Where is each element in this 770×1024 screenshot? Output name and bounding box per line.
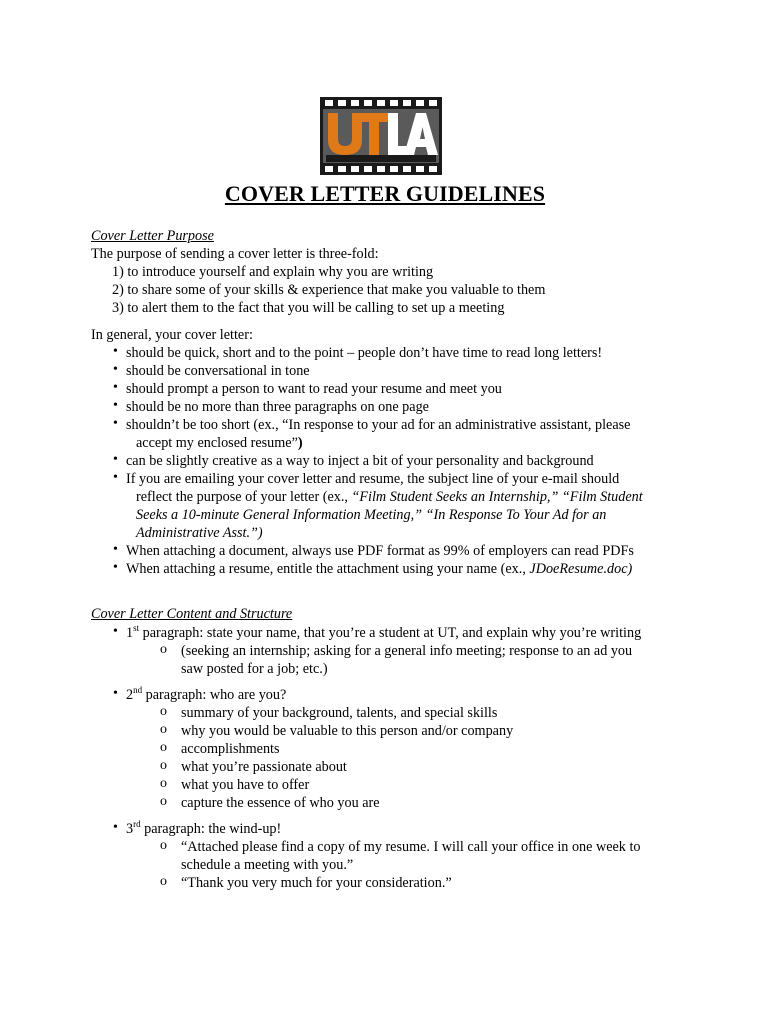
paragraph-3-sub-2: “Thank you very much for your consideration.”: [181, 875, 452, 891]
paragraph-1-ordinal: st: [133, 623, 140, 633]
bullet: •: [113, 362, 118, 377]
paragraph-2-ordinal: nd: [133, 685, 143, 695]
general-bullet-6: can be slightly creative as a way to inject a bit of your personality and background: [126, 453, 594, 469]
bullet-9-text: When attaching a resume, entitle the attachment using your name (ex.,: [126, 561, 530, 577]
purpose-item-1: 1) to introduce yourself and explain why you are writing: [112, 264, 434, 280]
bullet: •: [113, 344, 118, 359]
sub-bullet: o: [160, 722, 167, 737]
sub-bullet: o: [160, 874, 167, 889]
bullet: •: [113, 380, 118, 395]
page-title: COVER LETTER GUIDELINES: [224, 181, 546, 206]
paragraph-2-line: [126, 686, 286, 704]
paragraph-3-sub-1-line-2: schedule a meeting with you.”: [181, 857, 354, 873]
purpose-intro: The purpose of sending a cover letter is three-fold:: [91, 246, 379, 262]
general-bullet-5-line-2: [136, 434, 303, 452]
general-bullet-5-line-1: shouldn’t be too short (ex., “In response to your ad for an administrative assistant, please: [126, 417, 631, 433]
sub-bullet: o: [160, 776, 167, 791]
purpose-item-3: 3) to alert them to the fact that you will be calling to set up a meeting: [112, 300, 505, 316]
paragraph-2-text: paragraph: who are you?: [142, 687, 287, 703]
bullet: •: [113, 542, 118, 557]
bullet: •: [113, 452, 118, 467]
sub-bullet: o: [160, 642, 167, 657]
utla-logo: [320, 97, 442, 175]
bullet: •: [113, 416, 118, 431]
bullet-5-quote: accept my enclosed resume”: [136, 435, 298, 451]
paragraph-2-sub-1: summary of your background, talents, and special skills: [181, 705, 498, 721]
bullet-9-example: JDoeResume.doc): [529, 561, 633, 577]
paragraph-1-text: paragraph: state your name, that you’re a student at UT, and explain why you’re writing: [139, 625, 642, 641]
sub-bullet: o: [160, 838, 167, 853]
paragraph-3-line: [126, 820, 281, 838]
paragraph-2-sub-3: accomplishments: [181, 741, 280, 757]
paragraph-2-sub-2: why you would be valuable to this person and/or company: [181, 723, 514, 739]
paragraph-1-sub-line-2: saw posted for a job; etc.): [181, 661, 328, 677]
bullet-5-close-paren: ): [297, 435, 303, 451]
bullet: •: [113, 820, 118, 835]
paragraph-2-sub-4: what you’re passionate about: [181, 759, 347, 775]
paragraph-1-line: [126, 624, 641, 642]
paragraph-2-sub-6: capture the essence of who you are: [181, 795, 380, 811]
paragraph-3-sub-1-line-1: “Attached please find a copy of my resume. I will call your office in one week to: [181, 839, 641, 855]
general-bullet-7-line-2: [136, 488, 643, 506]
paragraph-2-number: 2: [126, 687, 134, 703]
paragraph-3-number: 3: [126, 821, 134, 837]
general-bullet-7-line-1: If you are emailing your cover letter and resume, the subject line of your e-mail should: [126, 471, 620, 487]
bullet-7-text: reflect the purpose of your letter (ex.,: [136, 489, 352, 505]
sub-bullet: o: [160, 704, 167, 719]
sub-bullet: o: [160, 740, 167, 755]
content-heading: Cover Letter Content and Structure: [91, 606, 293, 622]
purpose-heading: Cover Letter Purpose: [91, 228, 214, 244]
purpose-item-2: 2) to share some of your skills & experience that make you valuable to them: [112, 282, 546, 298]
sub-bullet: o: [160, 758, 167, 773]
general-bullet-1: should be quick, short and to the point – people don’t have time to read long letters!: [126, 345, 603, 361]
general-bullet-9: [126, 560, 632, 578]
bullet: •: [113, 560, 118, 575]
general-bullet-7-line-4: Administrative Asst.”): [136, 525, 263, 541]
general-bullet-2: should be conversational in tone: [126, 363, 310, 379]
sub-bullet: o: [160, 794, 167, 809]
film-strip-logo-graphic: [320, 97, 442, 175]
bullet: •: [113, 470, 118, 485]
general-bullet-8: When attaching a document, always use PDF format as 99% of employers can read PDFs: [126, 543, 634, 559]
paragraph-3-ordinal: rd: [133, 819, 141, 829]
general-bullet-4: should be no more than three paragraphs on one page: [126, 399, 429, 415]
paragraph-1-number: 1: [126, 625, 134, 641]
general-bullet-7-line-3: Seeks a 10-minute General Information Meeting,” “In Response To Your Ad for an: [136, 507, 607, 523]
general-intro: In general, your cover letter:: [91, 327, 253, 343]
bullet: •: [113, 624, 118, 639]
paragraph-1-sub-line-1: (seeking an internship; asking for a general info meeting; response to an ad you: [181, 643, 633, 659]
bullet: •: [113, 686, 118, 701]
bullet-7-example: “Film Student Seeks an Internship,” “Film Student: [351, 489, 643, 505]
general-bullet-3: should prompt a person to want to read your resume and meet you: [126, 381, 502, 397]
paragraph-2-sub-5: what you have to offer: [181, 777, 310, 793]
paragraph-3-text: paragraph: the wind-up!: [140, 821, 282, 837]
bullet: •: [113, 398, 118, 413]
